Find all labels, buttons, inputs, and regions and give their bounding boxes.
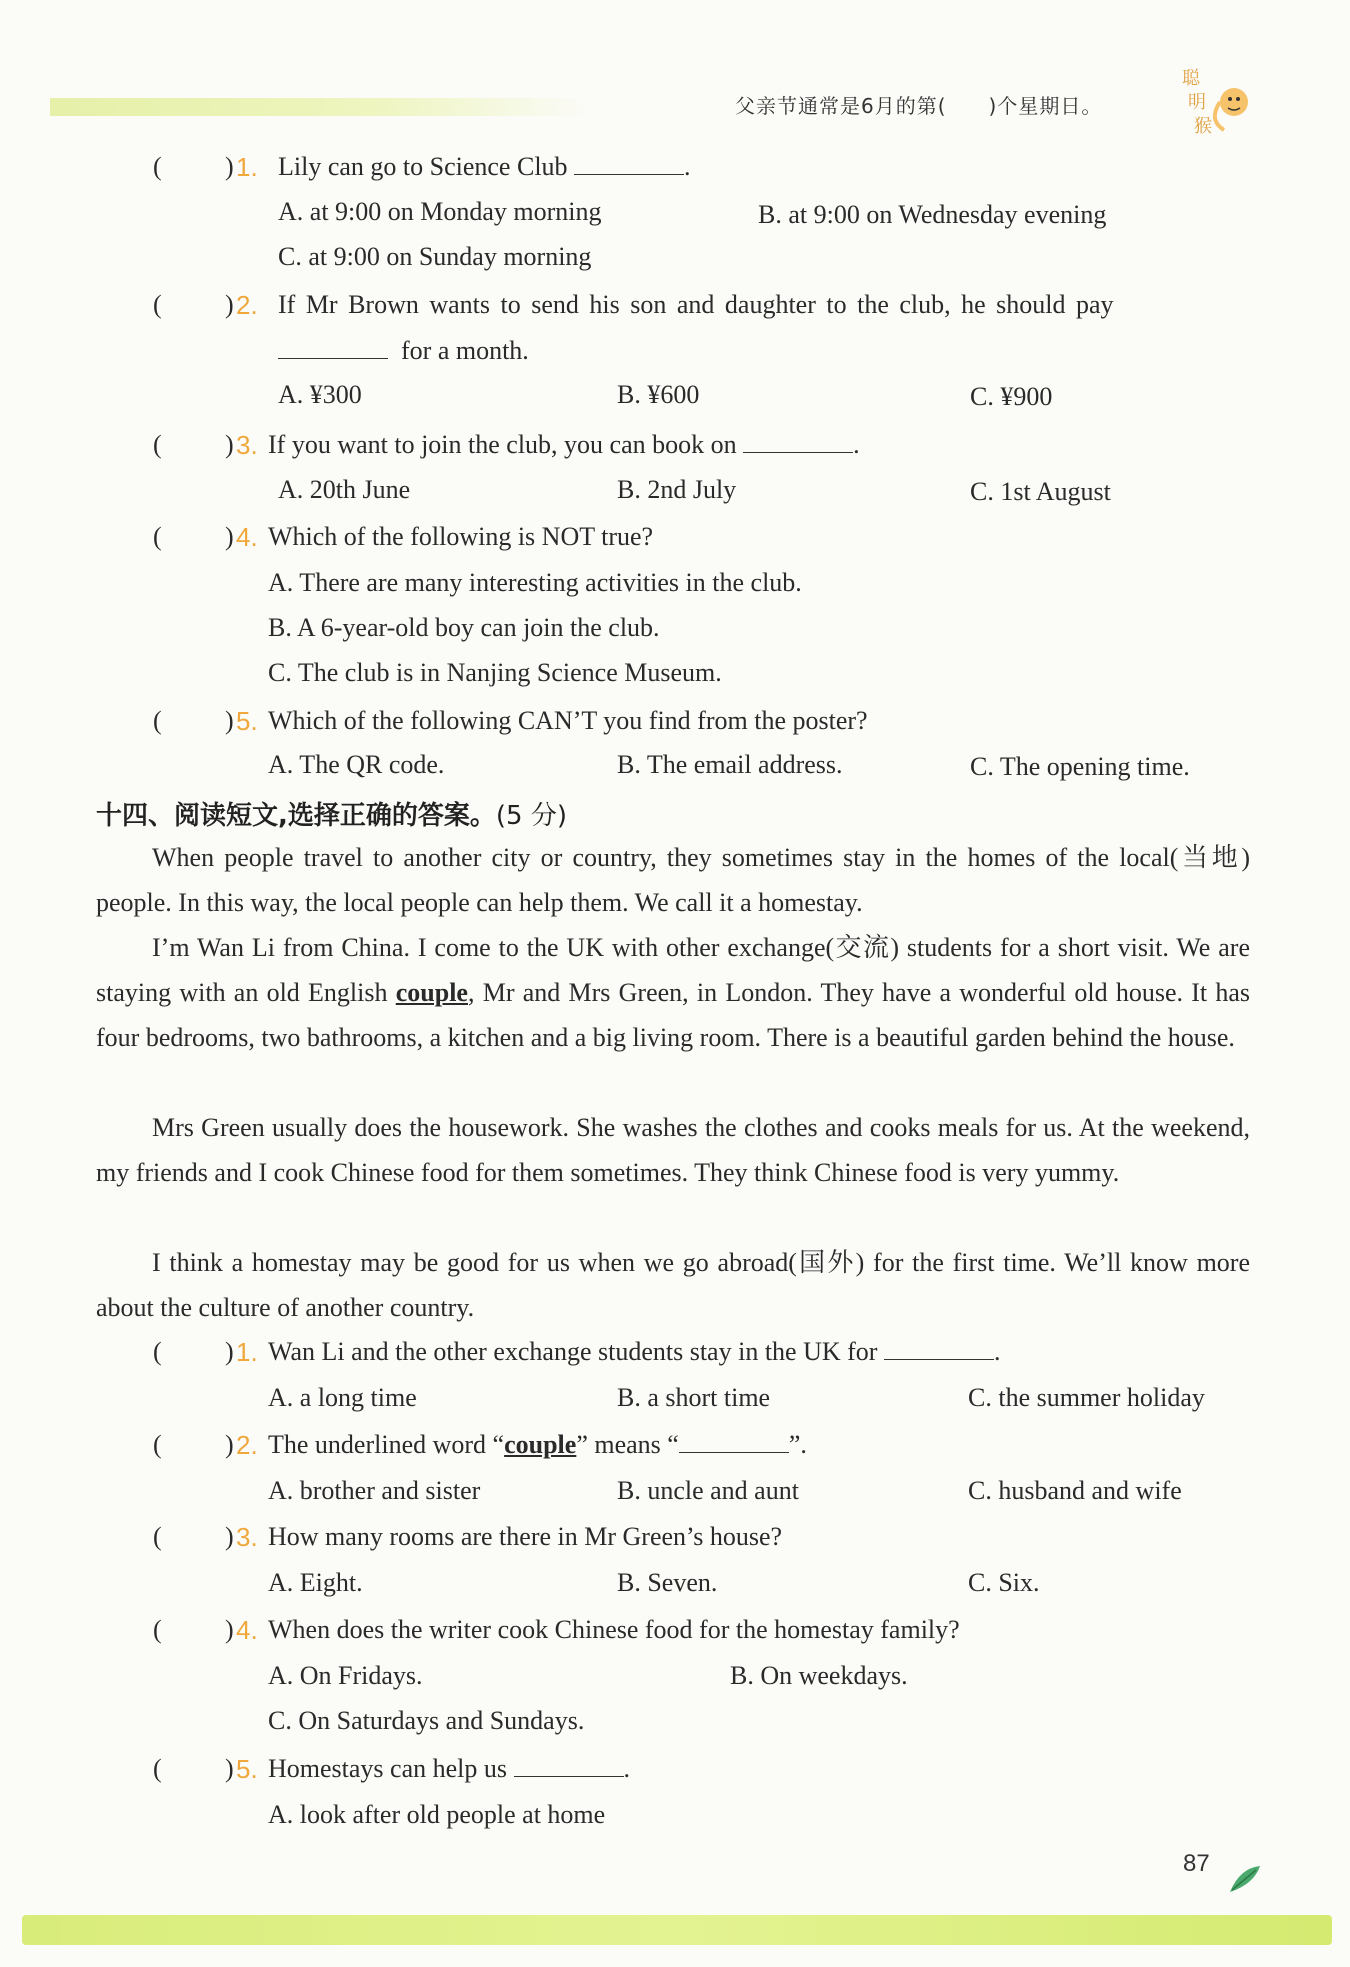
option[interactable]: B. A 6-year-old boy can join the club. xyxy=(268,613,660,642)
passage-paragraph: I think a homestay may be good for us when we go abroad(国外) for the first time. We’ll know more about the culture of another country. xyxy=(96,1248,1250,1322)
option[interactable]: A. ¥300 xyxy=(278,380,362,409)
option[interactable]: C. Six. xyxy=(968,1568,1040,1597)
answer-blank[interactable] xyxy=(679,1430,789,1453)
option[interactable]: B. a short time xyxy=(617,1383,771,1412)
svg-text:明: 明 xyxy=(1188,92,1206,113)
option[interactable]: B. ¥600 xyxy=(617,380,700,409)
option[interactable]: A. at 9:00 on Monday morning xyxy=(278,197,602,226)
option[interactable]: C. The club is in Nanjing Science Museum. xyxy=(268,658,722,687)
svg-text:聪: 聪 xyxy=(1182,68,1200,89)
option[interactable]: C. 1st August xyxy=(970,477,1111,506)
option[interactable]: B. uncle and aunt xyxy=(617,1476,799,1505)
answer-blank[interactable] xyxy=(278,336,388,359)
answer-blank[interactable] xyxy=(743,430,853,453)
underlined-word: couple xyxy=(395,978,468,1007)
option[interactable]: C. ¥900 xyxy=(970,382,1053,411)
option[interactable]: A. 20th June xyxy=(278,475,411,504)
header-bar xyxy=(50,98,590,116)
option[interactable]: B. The email address. xyxy=(617,750,843,779)
option[interactable]: C. the summer holiday xyxy=(968,1383,1205,1412)
option[interactable]: A. Eight. xyxy=(268,1568,363,1597)
option[interactable]: C. husband and wife xyxy=(968,1476,1182,1505)
option[interactable]: A. There are many interesting activities in the club. xyxy=(268,568,802,597)
option[interactable]: A. a long time xyxy=(268,1383,417,1412)
option[interactable]: B. Seven. xyxy=(617,1568,718,1597)
leaf-decoration-icon xyxy=(1226,1862,1266,1898)
header-tip: 父亲节通常是6月的第( )个星期日。 xyxy=(735,94,1103,118)
footer-bar xyxy=(22,1915,1332,1945)
answer-blank[interactable] xyxy=(884,1337,994,1360)
option[interactable]: A. look after old people at home xyxy=(268,1800,606,1829)
underlined-word: couple xyxy=(504,1430,577,1459)
passage-paragraph: Mrs Green usually does the housework. She washes the clothes and cooks meals for us. At the weekend, my friends and I cook Chinese food for them sometimes. They think Chinese food is very yummy. xyxy=(96,1113,1250,1187)
page-number: 87 xyxy=(1183,1850,1210,1877)
section-title: 十四、阅读短文,选择正确的答案。(5 分) xyxy=(96,801,567,831)
option[interactable]: A. The QR code. xyxy=(268,750,445,779)
option[interactable]: B. 2nd July xyxy=(617,475,737,504)
option[interactable]: C. at 9:00 on Sunday morning xyxy=(278,242,592,271)
option[interactable]: C. The opening time. xyxy=(970,752,1190,781)
option[interactable]: B. at 9:00 on Wednesday evening xyxy=(758,200,1107,229)
option[interactable]: A. brother and sister xyxy=(268,1476,481,1505)
svg-text:猴: 猴 xyxy=(1194,116,1212,137)
answer-blank[interactable] xyxy=(514,1754,624,1777)
option[interactable]: B. On weekdays. xyxy=(730,1661,908,1690)
passage-paragraph: I’m Wan Li from China. I come to the UK with other exchange(交流) students for a short visit. We are staying with an old English couple, Mr and Mrs Green, in London. They have a wonderful old house. It has four bedrooms, two bathrooms, a kitchen and a big living room. There is a beautiful garden behind the house. xyxy=(96,933,1251,1052)
monkey-mascot-icon xyxy=(1178,62,1256,140)
passage-paragraph: When people travel to another city or country, they sometimes stay in the homes of the local(当地) people. In this way, the local people can help them. We call it a homestay. xyxy=(96,843,1250,917)
option[interactable]: C. On Saturdays and Sundays. xyxy=(268,1706,585,1735)
option[interactable]: A. On Fridays. xyxy=(268,1661,423,1690)
answer-blank[interactable] xyxy=(574,152,684,175)
